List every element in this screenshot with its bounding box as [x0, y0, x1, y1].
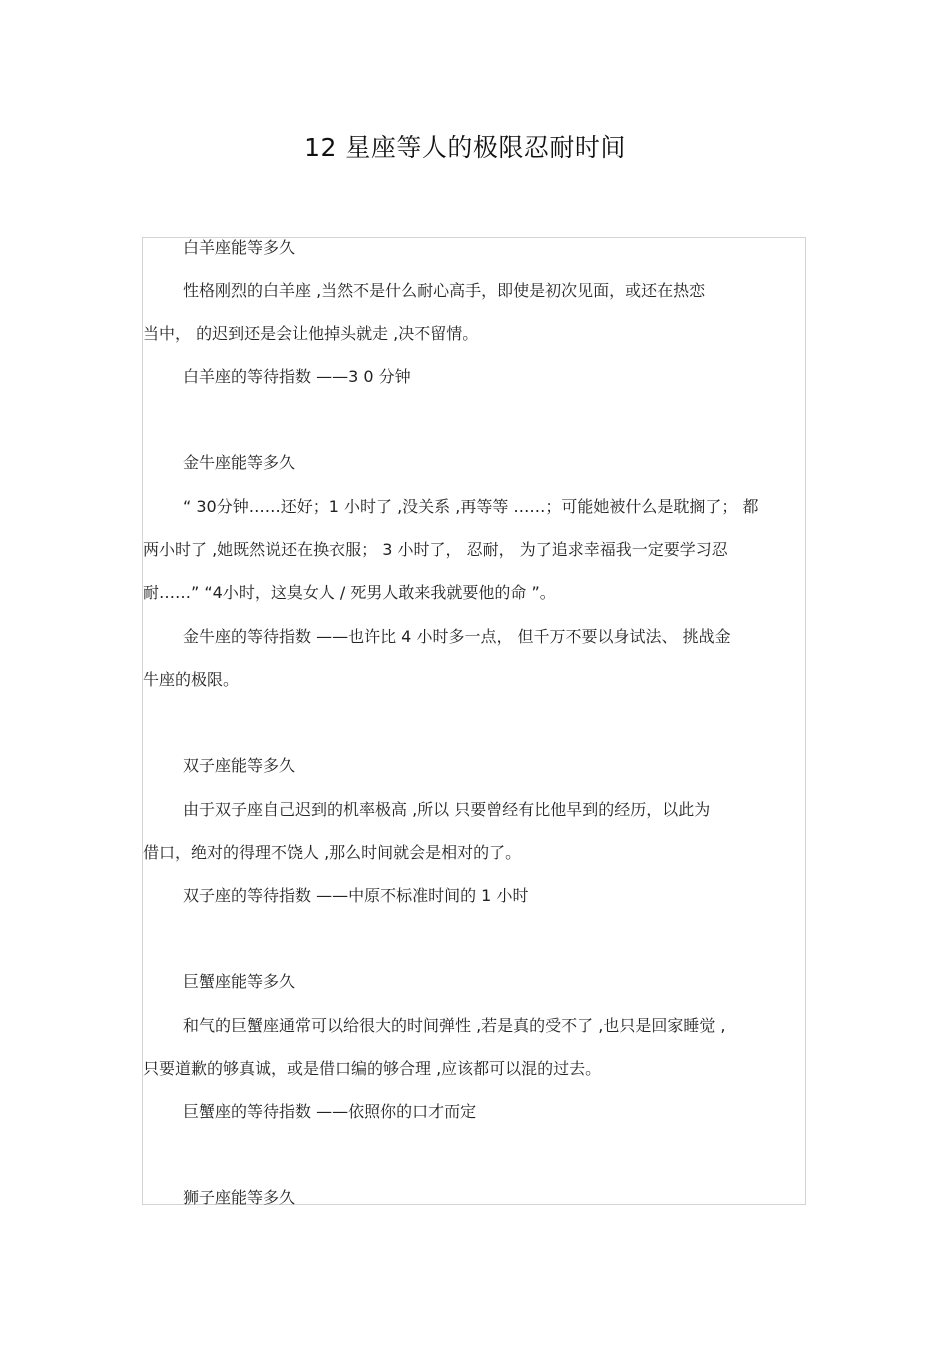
paragraph-line: 当中， 的迟到还是会让他掉头就走 ,决不留情。 — [143, 324, 479, 343]
paragraph-line: 和气的巨蟹座通常可以给很大的时间弹性 ,若是真的受不了 ,也只是回家睡觉 , — [183, 1016, 726, 1035]
paragraph-line: 性格刚烈的白羊座 ,当然不是什么耐心高手，即使是初次见面，或还在热恋 — [183, 281, 706, 300]
heading-aries: 白羊座能等多久 — [183, 238, 296, 257]
heading-taurus: 金牛座能等多久 — [183, 453, 296, 472]
document-title: 12 星座等人的极限忍耐时间 — [304, 133, 626, 162]
wait-index-aries: 白羊座的等待指数 ——3 0 分钟 — [183, 367, 411, 386]
paragraph-line: “ 30分钟……还好；1 小时了 ,没关系 ,再等等 ……；可能她被什么是耽搁了； 都 — [183, 497, 759, 516]
wait-index-gemini: 双子座的等待指数 ——中原不标准时间的 1 小时 — [183, 886, 529, 905]
paragraph-line: 由于双子座自己迟到的机率极高 ,所以 只要曾经有比他早到的经历，以此为 — [183, 800, 711, 819]
heading-gemini: 双子座能等多久 — [183, 756, 296, 775]
paragraph-line: 牛座的极限。 — [143, 670, 240, 689]
wait-index-taurus: 金牛座的等待指数 ——也许比 4 小时多一点， 但千万不要以身试法、 挑战金 — [183, 627, 731, 646]
paragraph-line: 只要道歉的够真诚，或是借口编的够合理 ,应该都可以混的过去。 — [143, 1059, 602, 1078]
paragraph-line: 两小时了 ,她既然说还在换衣服； 3 小时了， 忍耐， 为了追求幸福我一定要学习忍 — [143, 540, 728, 559]
heading-leo: 狮子座能等多久 — [183, 1188, 296, 1207]
paragraph-line: 借口，绝对的得理不饶人 ,那么时间就会是相对的了。 — [143, 843, 522, 862]
wait-index-cancer: 巨蟹座的等待指数 ——依照你的口才而定 — [183, 1102, 477, 1121]
paragraph-line: 耐……” “4小时，这臭女人 / 死男人敢来我就要他的命 ”。 — [143, 583, 556, 602]
heading-cancer: 巨蟹座能等多久 — [183, 972, 296, 991]
